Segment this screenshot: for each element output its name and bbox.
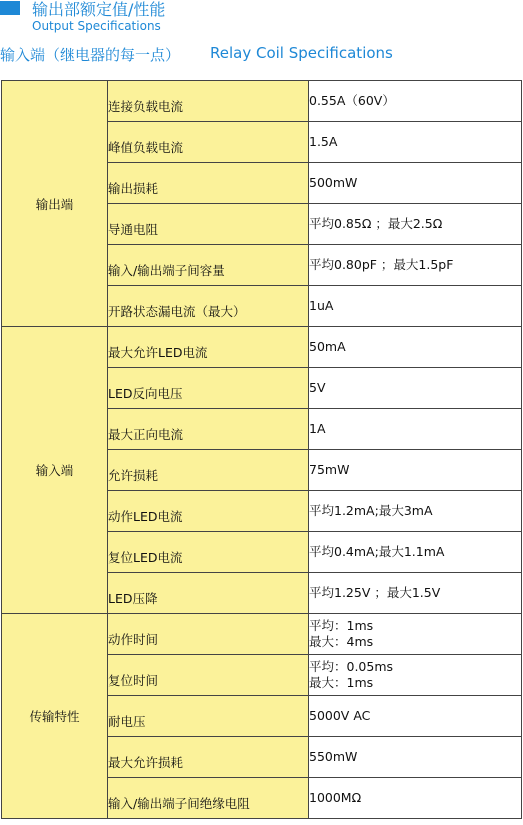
value-line: 5000V AC — [309, 708, 371, 723]
value-line: 平均0.4mA;最大1.1mA — [309, 544, 445, 559]
param-label: 输入/输出端子间容量 — [108, 263, 225, 278]
param-cell — [108, 245, 309, 286]
param-label: 耐电压 — [108, 714, 146, 729]
param-cell — [108, 450, 309, 491]
value-line: 最大：4ms — [309, 634, 374, 649]
param-label: 允许损耗 — [108, 468, 159, 483]
value-cell — [309, 368, 522, 409]
value-line: 平均0.80pF ；最大1.5pF — [309, 257, 454, 272]
param-label: 导通电阻 — [108, 222, 159, 237]
value-cell — [309, 327, 522, 368]
spec-table-body — [2, 81, 522, 819]
param-cell — [108, 122, 309, 163]
param-label: 动作LED电流 — [108, 509, 183, 524]
value-cell — [309, 286, 522, 327]
group-label: 输入端 — [2, 327, 108, 614]
param-cell — [108, 655, 309, 696]
param-label: 连接负载电流 — [108, 99, 184, 114]
value-cell — [309, 450, 522, 491]
param-label: LED反向电压 — [108, 386, 183, 401]
param-cell — [108, 81, 309, 122]
value-line: 平均1.2mA;最大3mA — [309, 503, 433, 518]
group-label: 输出端 — [2, 81, 108, 327]
value-cell — [309, 614, 522, 655]
value-line: 5V — [309, 380, 326, 395]
spec-table — [1, 80, 522, 819]
page-title: 输出部额定值/性能 — [32, 0, 166, 19]
group-label: 传输特性 — [2, 614, 108, 819]
value-line: 550mW — [309, 749, 358, 764]
param-cell — [108, 327, 309, 368]
section-title-en: Relay Coil Specifications — [210, 44, 393, 62]
page-subtitle: Output Specifications — [32, 19, 161, 33]
value-cell — [309, 163, 522, 204]
param-label: 输入/输出端子间绝缘电阻 — [108, 796, 250, 811]
param-label: LED压降 — [108, 591, 158, 606]
value-cell — [309, 491, 522, 532]
param-label: 复位时间 — [108, 673, 159, 688]
value-line: 1A — [309, 421, 326, 436]
value-line: 1000MΩ — [309, 790, 362, 805]
value-cell — [309, 245, 522, 286]
value-line: 平均：1ms — [309, 618, 374, 633]
value-cell — [309, 409, 522, 450]
param-label: 最大允许损耗 — [108, 755, 184, 770]
param-cell — [108, 532, 309, 573]
param-cell — [108, 163, 309, 204]
value-cell — [309, 81, 522, 122]
param-cell — [108, 778, 309, 819]
value-line: 平均0.85Ω ；最大2.5Ω — [309, 216, 443, 231]
value-line: 1.5A — [309, 134, 338, 149]
param-label: 开路状态漏电流（最大） — [108, 304, 246, 319]
table-row — [2, 81, 522, 122]
param-cell — [108, 409, 309, 450]
param-label: 峰值负载电流 — [108, 140, 184, 155]
value-cell — [309, 655, 522, 696]
section-title-cn: 输入端（继电器的每一点） — [0, 46, 181, 64]
value-line: 75mW — [309, 462, 350, 477]
value-cell — [309, 737, 522, 778]
param-cell — [108, 368, 309, 409]
value-cell — [309, 573, 522, 614]
value-line: 0.55A（60V） — [309, 93, 395, 108]
param-cell — [108, 696, 309, 737]
value-line: 最大：1ms — [309, 675, 374, 690]
value-cell — [309, 122, 522, 163]
param-cell — [108, 204, 309, 245]
param-cell — [108, 737, 309, 778]
value-line: 1uA — [309, 298, 334, 313]
param-cell — [108, 614, 309, 655]
value-line: 500mW — [309, 175, 358, 190]
value-cell — [309, 778, 522, 819]
header-accent-square — [0, 1, 20, 15]
param-label: 最大允许LED电流 — [108, 345, 208, 360]
param-cell — [108, 286, 309, 327]
value-cell — [309, 532, 522, 573]
param-cell — [108, 573, 309, 614]
value-line: 平均1.25V ；最大1.5V — [309, 585, 441, 600]
table-row — [2, 327, 522, 368]
value-line: 平均：0.05ms — [309, 659, 394, 674]
param-label: 动作时间 — [108, 632, 159, 647]
value-line: 50mA — [309, 339, 346, 354]
param-label: 最大正向电流 — [108, 427, 184, 442]
param-cell — [108, 491, 309, 532]
value-cell — [309, 696, 522, 737]
param-label: 输出损耗 — [108, 181, 159, 196]
value-cell — [309, 204, 522, 245]
param-label: 复位LED电流 — [108, 550, 183, 565]
table-row — [2, 614, 522, 655]
